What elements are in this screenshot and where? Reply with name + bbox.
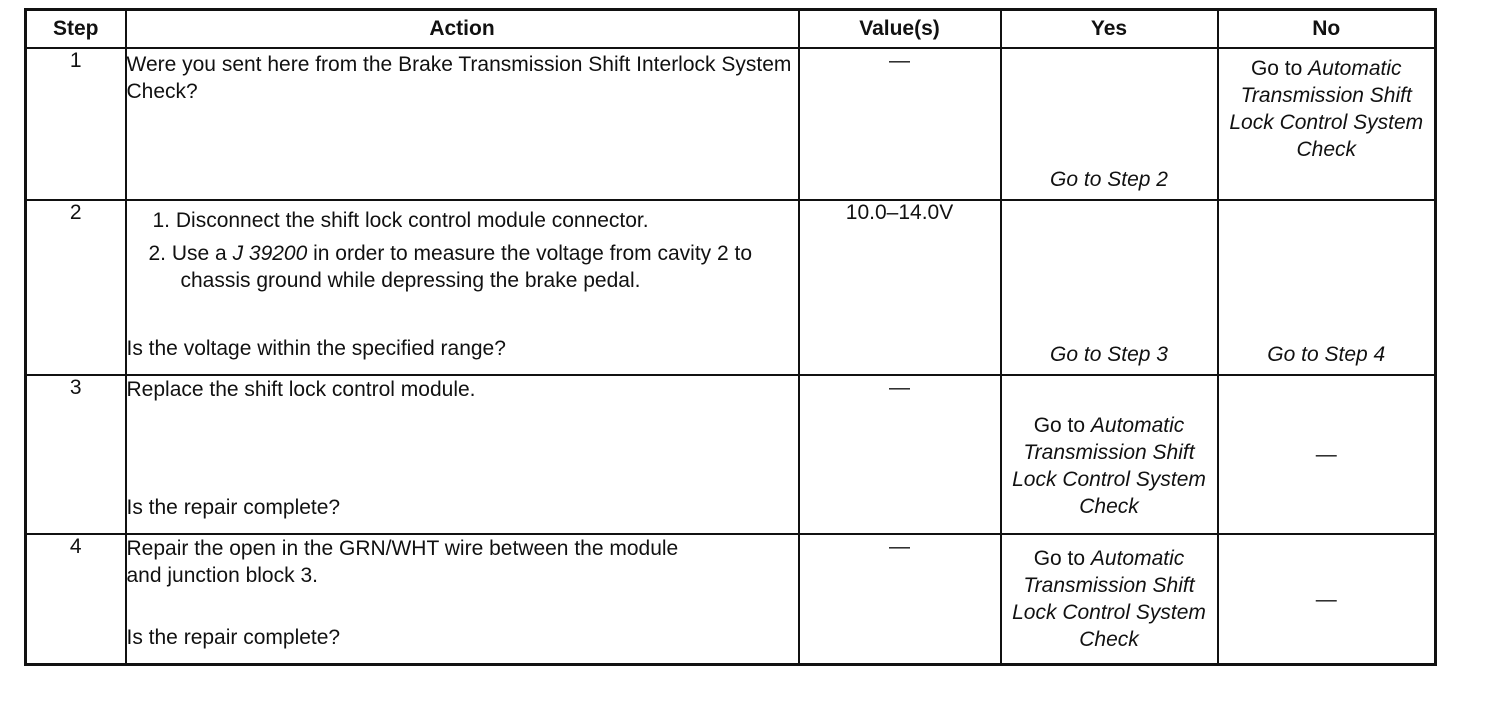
action-question: Is the voltage within the specified range? (126, 337, 506, 360)
yes-link[interactable]: Automatic Transmission Shift Lock Control System Check (1012, 547, 1206, 651)
table-row (26, 375, 1436, 534)
table-row (26, 200, 1436, 375)
step-number: 4 (26, 534, 126, 665)
yes-cell (1001, 48, 1218, 200)
yes-cell (1001, 375, 1218, 534)
no-cell (1218, 200, 1436, 375)
value-cell: — (799, 48, 1001, 200)
no-cell (1218, 375, 1436, 534)
value-cell: — (799, 375, 1001, 534)
yes-link[interactable]: Automatic Transmission Shift Lock Control System Check (1012, 413, 1206, 518)
list-item: 2. Use a J 39200 in order to measure the voltage from cavity 2 to chassis ground while depressing the brake pedal. (148, 242, 753, 292)
no-prefix: Go to (1250, 57, 1309, 80)
step-number: 3 (26, 375, 126, 534)
yes-cell (1001, 200, 1218, 375)
header-yes: Yes (1001, 10, 1218, 49)
list-item: 1. Disconnect the shift lock control module connector. (152, 209, 649, 232)
tool-name: J 39200 (232, 242, 308, 265)
action-text: Replace the shift lock control module. (126, 378, 476, 401)
yes-link[interactable]: Go to Step 3 (1050, 343, 1168, 366)
diagnostic-table (24, 8, 1437, 666)
action-text: Were you sent here from the Brake Transmission Shift Interlock System Check? (126, 53, 792, 103)
action-cell (126, 534, 799, 665)
action-text: Repair the open in the GRN/WHT wire between the module and junction block 3. (126, 537, 679, 587)
header-row (26, 10, 1436, 49)
no-prefix: — (1315, 587, 1337, 611)
yes-link[interactable]: Go to Step 2 (1050, 168, 1168, 191)
action-cell (126, 375, 799, 534)
action-question: Is the repair complete? (126, 496, 341, 519)
yes-prefix: Go to (1033, 547, 1091, 570)
no-link[interactable]: Go to Step 4 (1267, 343, 1386, 366)
no-cell (1218, 48, 1436, 200)
action-question: Is the repair complete? (126, 626, 341, 649)
value-cell: 10.0–14.0V (799, 200, 1001, 375)
table-row (26, 48, 1436, 200)
value-cell: — (799, 534, 1001, 665)
yes-prefix: Go to (1033, 413, 1091, 437)
table-row (26, 534, 1436, 665)
yes-cell (1001, 534, 1218, 665)
header-action: Action (126, 10, 799, 49)
no-link[interactable]: Automatic Transmission Shift Lock Control System Check (1229, 57, 1424, 161)
step-number: 2 (26, 200, 126, 375)
header-no: No (1218, 10, 1436, 49)
header-values: Value(s) (799, 10, 1001, 49)
step-number: 1 (26, 48, 126, 200)
header-step: Step (26, 10, 126, 49)
action-cell (126, 200, 799, 375)
no-prefix: — (1315, 443, 1337, 466)
no-cell (1218, 534, 1436, 665)
action-steps (127, 207, 798, 300)
action-cell (126, 48, 799, 200)
